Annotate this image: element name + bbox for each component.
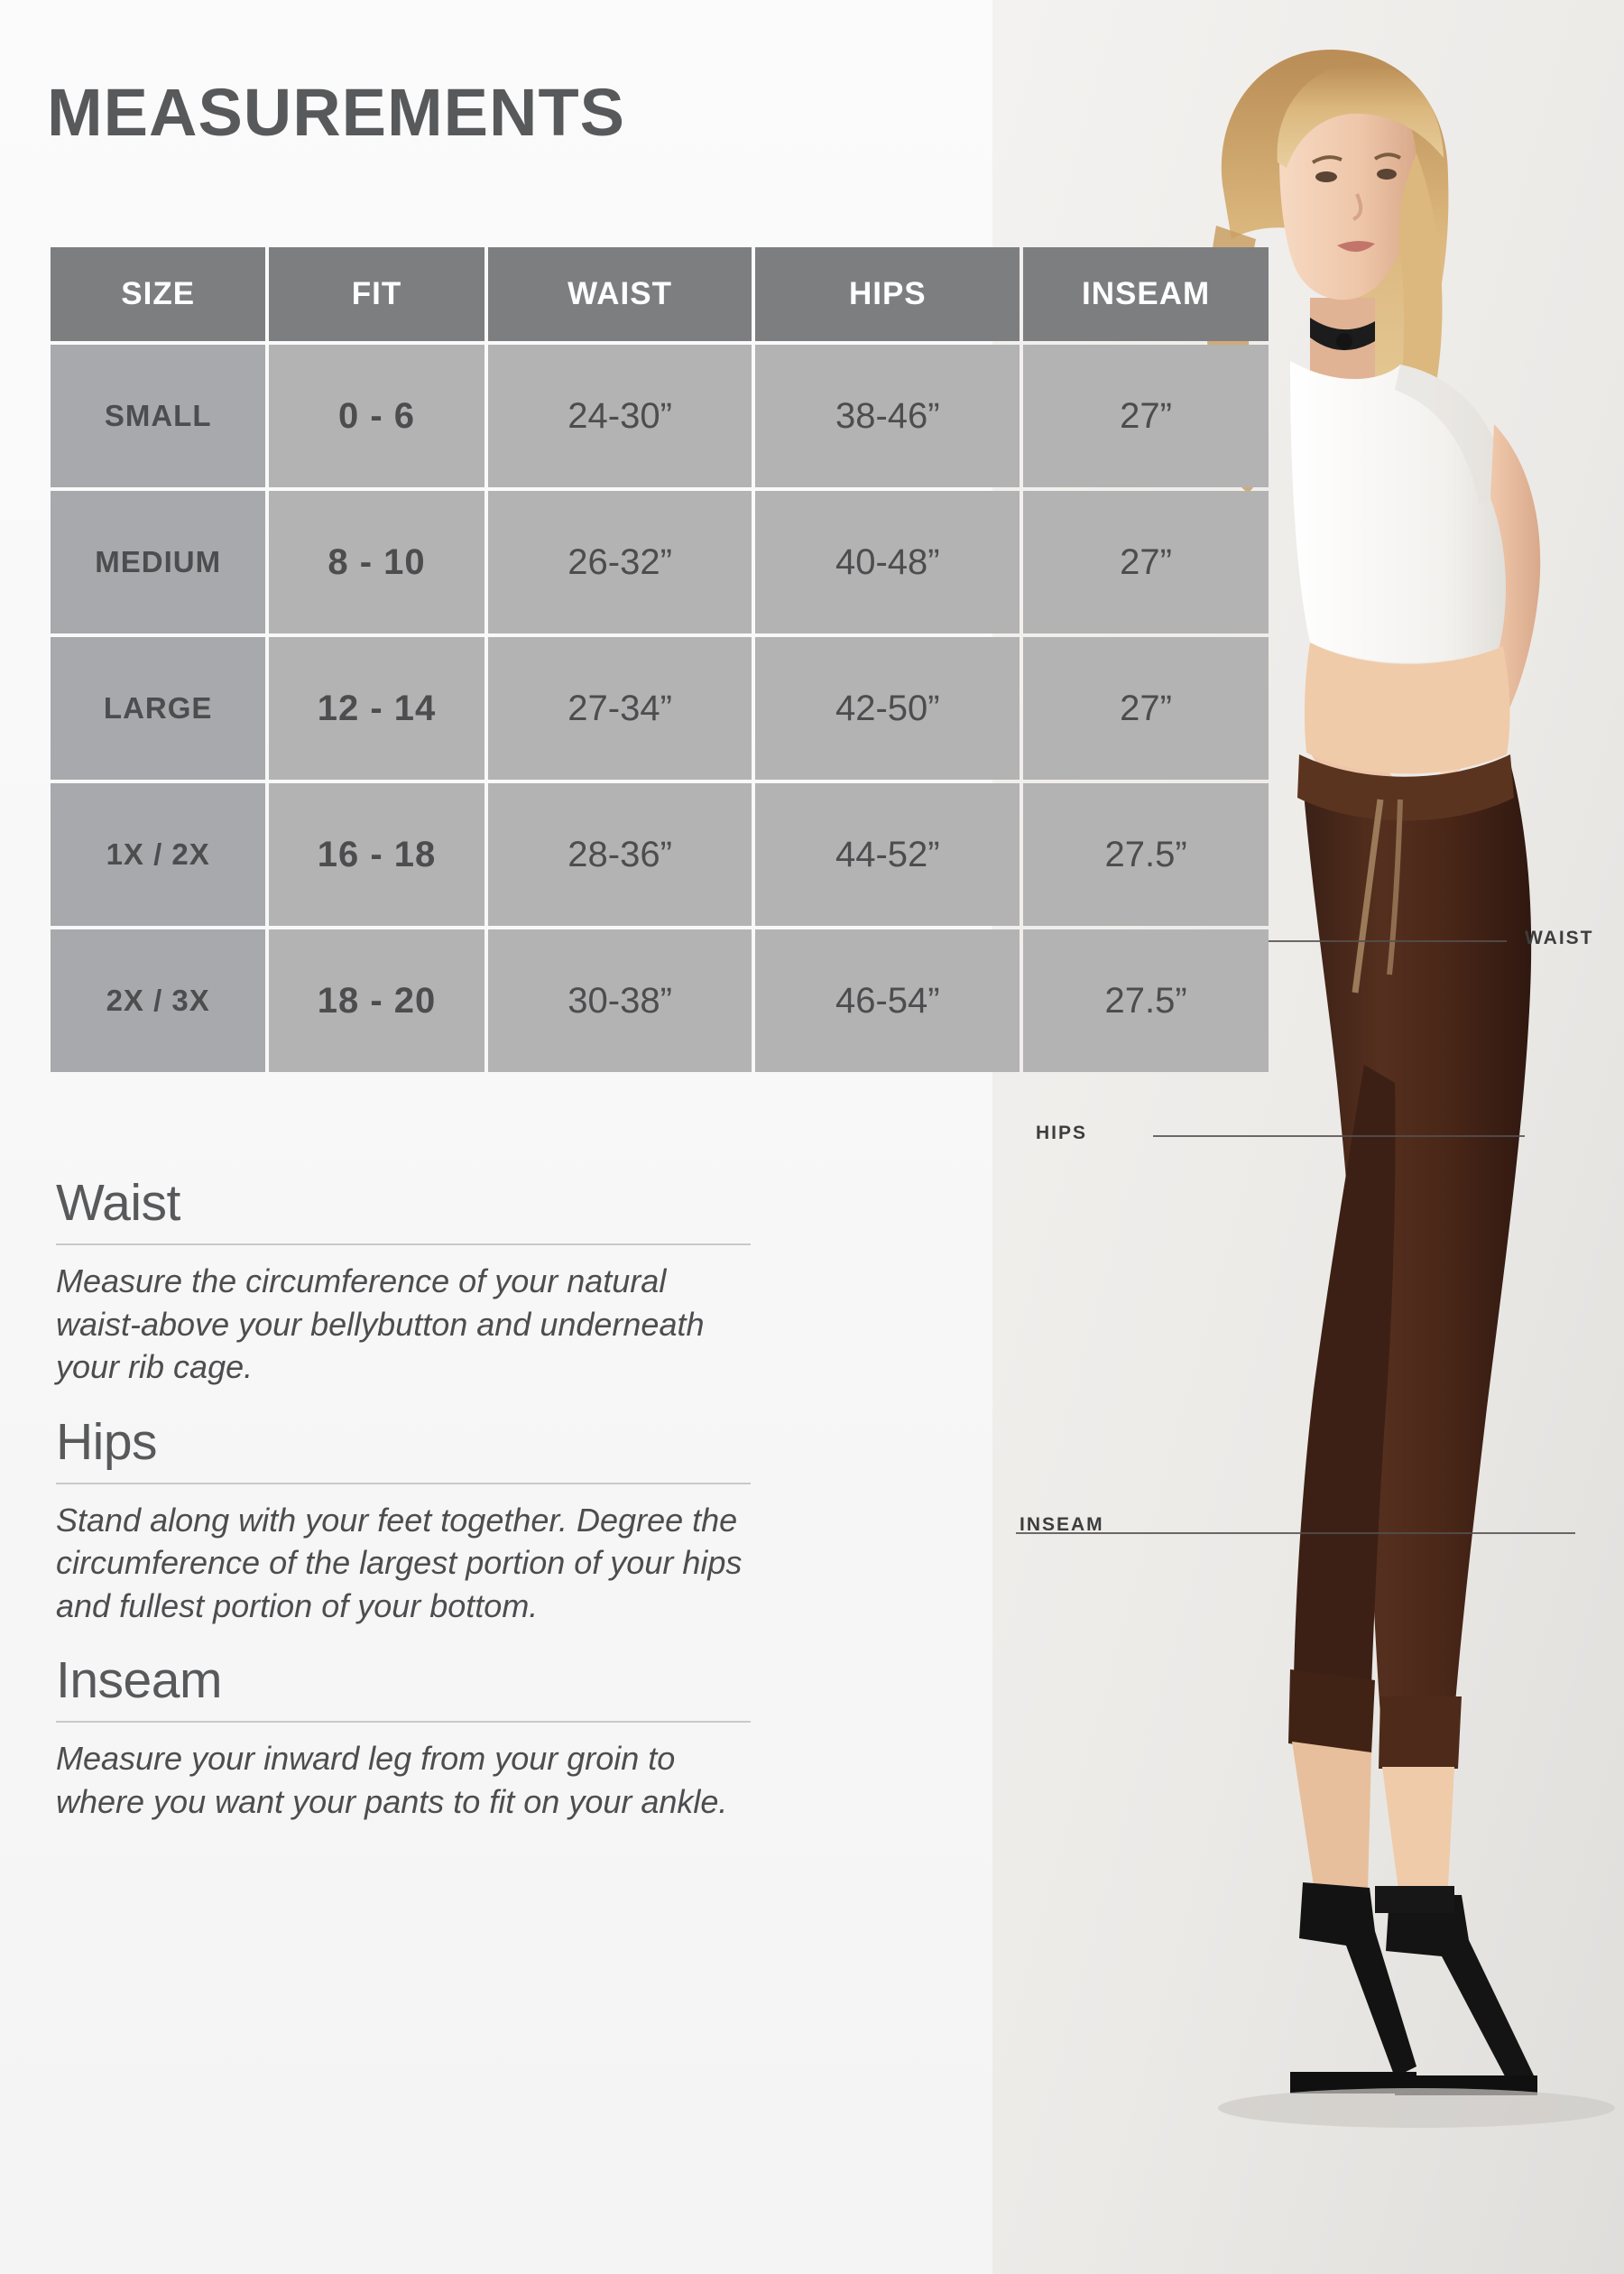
- cell-hips: 40-48”: [755, 491, 1020, 633]
- cell-fit: 16 - 18: [269, 783, 484, 926]
- cell-size: 2X / 3X: [51, 929, 265, 1072]
- instruction-waist: [56, 1173, 778, 1389]
- callout-waist: WAIST: [1525, 928, 1594, 948]
- cell-inseam: 27”: [1023, 491, 1269, 633]
- column-header-size: SIZE: [51, 247, 265, 341]
- cell-size: LARGE: [51, 637, 265, 780]
- table-row: [51, 929, 1269, 1072]
- column-header-hips: HIPS: [755, 247, 1020, 341]
- callout-hips: HIPS: [1036, 1123, 1088, 1143]
- divider: [56, 1243, 751, 1245]
- instruction-text-hips: Stand along with your feet together. Degree the circumference of the largest portion of your hips and fullest portion of your bottom.: [56, 1501, 743, 1624]
- measurement-instructions: [56, 1173, 778, 1846]
- cell-hips: 44-52”: [755, 783, 1020, 926]
- cell-size: SMALL: [51, 345, 265, 487]
- cell-waist: 27-34”: [488, 637, 752, 780]
- column-header-inseam: INSEAM: [1023, 247, 1269, 341]
- table-header-row: [51, 247, 1269, 341]
- table-row: [51, 637, 1269, 780]
- instruction-heading-hips: Hips: [56, 1412, 158, 1471]
- callout-inseam: INSEAM: [1020, 1514, 1104, 1535]
- cell-inseam: 27.5”: [1023, 929, 1269, 1072]
- cell-inseam: 27”: [1023, 345, 1269, 487]
- divider: [56, 1483, 751, 1484]
- column-header-waist: WAIST: [488, 247, 752, 341]
- measurements-table: [47, 244, 1272, 1076]
- table-row: [51, 345, 1269, 487]
- cell-size: 1X / 2X: [51, 783, 265, 926]
- hips-callout-line: [1153, 1135, 1525, 1137]
- cell-fit: 18 - 20: [269, 929, 484, 1072]
- instruction-heading-inseam: Inseam: [56, 1651, 222, 1710]
- instruction-inseam: [56, 1650, 778, 1823]
- page-title: MEASUREMENTS: [47, 75, 626, 150]
- cell-fit: 8 - 10: [269, 491, 484, 633]
- cell-waist: 26-32”: [488, 491, 752, 633]
- cell-waist: 24-30”: [488, 345, 752, 487]
- cell-fit: 12 - 14: [269, 637, 484, 780]
- instruction-text-inseam: Measure your inward leg from your groin to where you want your pants to fit on your ankle.: [56, 1740, 728, 1820]
- instruction-hips: [56, 1412, 778, 1628]
- cell-size: MEDIUM: [51, 491, 265, 633]
- table-row: [51, 783, 1269, 926]
- measurements-table-wrapper: [47, 244, 1272, 1076]
- cell-inseam: 27”: [1023, 637, 1269, 780]
- column-header-fit: FIT: [269, 247, 484, 341]
- cell-hips: 38-46”: [755, 345, 1020, 487]
- instruction-text-waist: Measure the circumference of your natural waist-above your bellybutton and underneath your rib cage.: [56, 1262, 705, 1386]
- divider: [56, 1721, 751, 1723]
- cell-waist: 30-38”: [488, 929, 752, 1072]
- cell-hips: 42-50”: [755, 637, 1020, 780]
- instruction-heading-waist: Waist: [56, 1174, 180, 1232]
- cell-hips: 46-54”: [755, 929, 1020, 1072]
- table-row: [51, 491, 1269, 633]
- cell-waist: 28-36”: [488, 783, 752, 926]
- cell-inseam: 27.5”: [1023, 783, 1269, 926]
- cell-fit: 0 - 6: [269, 345, 484, 487]
